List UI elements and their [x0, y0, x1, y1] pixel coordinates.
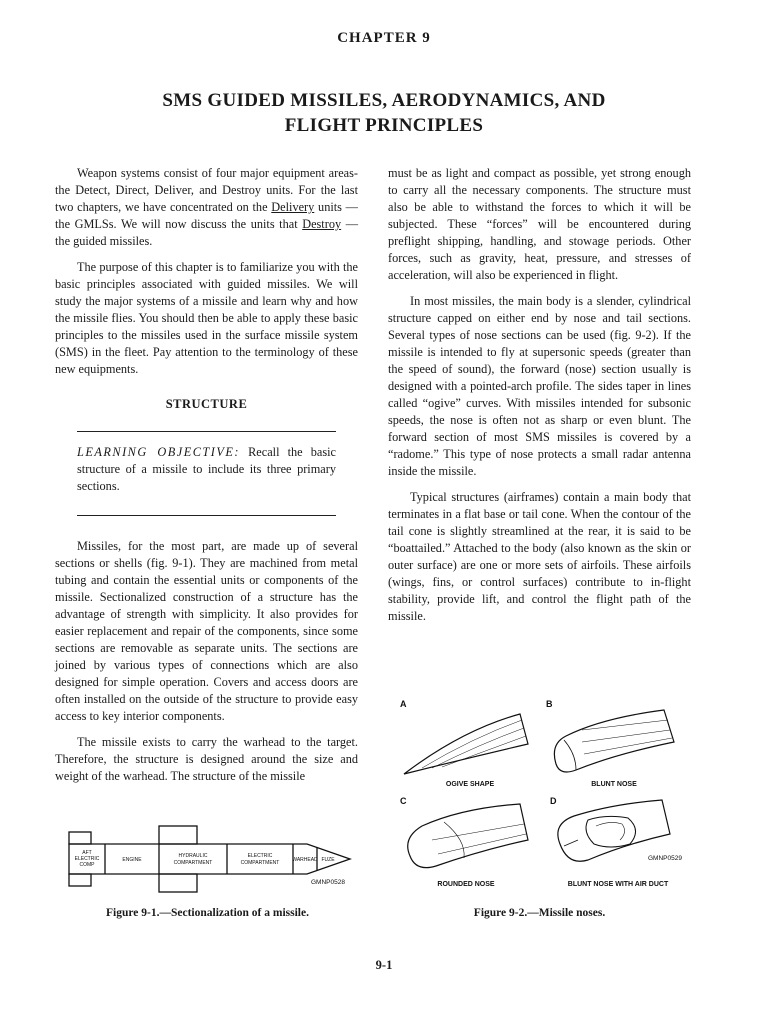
learning-objective-label: LEARNING OBJECTIVE: [77, 445, 240, 459]
label-aft-comp: COMP [79, 862, 95, 868]
label-hydraulic-compartment: COMPARTMENT [173, 860, 213, 866]
letter-c: C [400, 796, 407, 806]
page-number: 9-1 [375, 958, 393, 972]
letter-d: D [550, 796, 557, 806]
main-body-paragraph: In most missiles, the main body is a slender, cylindrical structure capped on either end by nose and tail sections. Several types of nose sections can be used (fig. 9-2). If the missile is intended to fly at supersonic speeds (greater than the speed of sound), the forward (nose) section usually is designed with a pointed-arch profile. The sides taper in lines called “ogive” curves. With missiles intended for subsonic speeds, the nose is often not as sharp or even blunt. The forward section of most SMS missiles is covered by a “radome.” This type of nose protects a small radar antenna inside the missile. [388, 294, 691, 478]
label-fuze: FUZE [321, 857, 335, 863]
learning-objective-text: Recall the basic structure of a missile to include its three primary sections. [77, 445, 336, 493]
chapter-title-line-1: SMS GUIDED MISSILES, AERODYNAMICS, AND [162, 90, 606, 111]
chapter-title-line-2: FLIGHT PRINCIPLES [284, 115, 484, 136]
figure-1-caption: Figure 9-1.—Sectionalization of a missile. [106, 907, 309, 919]
objective-bottom-rule [77, 515, 336, 516]
chapter-label: CHAPTER 9 [337, 30, 431, 46]
blunt-nose-air-duct-shape [558, 800, 670, 861]
label-ogive-shape: OGIVE SHAPE [445, 781, 495, 788]
label-aft-electric: ELECTRIC [74, 856, 100, 862]
letter-b: B [546, 699, 553, 709]
rounded-nose-shape [408, 804, 528, 868]
wing-upper [159, 826, 197, 844]
right-column [388, 165, 691, 634]
section-heading-structure: STRUCTURE [165, 397, 248, 411]
figure-code-0528: GMNP0528 [311, 879, 345, 886]
label-warhead: WARHEAD [292, 857, 318, 863]
wing-lower [159, 874, 197, 892]
sections-paragraph: Missiles, for the most part, are made up of several sections or shells (fig. 9-1). They are machined from metal tubing and contain the essential units or components of the missile. Sectionalized construction of a structure has the advantage of strength with simplicity. It also provides for easier replacement and repair of the components, since some sections are removable as separate units. The sections are joined by various types of connections which are also designed for simple operation. Covers and access doors are often installed on the outside of the structure to provide easy access to key interior components. [55, 539, 358, 723]
tail-fin-upper [69, 832, 91, 844]
label-blunt-nose-air-duct: BLUNT NOSE WITH AIR DUCT [567, 881, 669, 888]
figure-missile-noses [392, 690, 692, 892]
intro-paragraph: Weapon systems consist of four major equipment areas-the Detect, Direct, Deliver, and Destroy units. For the last two chapters, we have concentrated on the Delivery units —the GMLSs. We will now discuss the units that Destroy —the guided missiles. [55, 166, 358, 248]
underlined-delivery: Delivery [271, 200, 315, 214]
figure-missile-sectionalization [55, 818, 365, 900]
label-electric: ELECTRIC [247, 853, 273, 859]
left-column [55, 165, 358, 794]
label-blunt-nose: BLUNT NOSE [591, 781, 637, 788]
purpose-paragraph: The purpose of this chapter is to familiarize you with the basic principles associated with guided missiles. We will study the major systems of a missile and learn why and how the missile flies. You should then be able to apply these basic principles to the missiles used in the surface missile system (SMS) in the fleet. Pay attention to the terminology of these new equipments. [55, 260, 358, 376]
airframe-paragraph: Typical structures (airframes) contain a main body that terminates in a flat base or tail cone. When the contour of the tail cone is slightly streamlined at the rear, it is said to be “boattailed.” Attached to the body (also known as the skin or outer surface) are one or more sets of airfoils. These airfoils (wings, fins, or control surfaces) contribute to in-flight stability, provide lift, and control the flight path of the missile. [388, 490, 691, 623]
label-electric-compartment: COMPARTMENT [240, 860, 280, 866]
tail-fin-lower [69, 874, 91, 886]
figure-2-caption: Figure 9-2.—Missile noses. [473, 907, 606, 919]
label-rounded-nose: ROUNDED NOSE [437, 881, 495, 888]
objective-top-rule [77, 431, 336, 432]
label-aft: AFT [82, 850, 92, 856]
learning-objective [77, 444, 336, 495]
warhead-paragraph: The missile exists to carry the warhead to the target. Therefore, the structure is designed around the size and weight of the warhead. The structure of the missile [55, 735, 358, 783]
label-engine: ENGINE [122, 857, 142, 863]
light-compact-paragraph: must be as light and compact as possible, yet strong enough to carry all the necessary components. The structure must also be able to withstand the forces to which it will be subjected. These “forces” will be encountered during preflight shipping, handling, and stowage periods. Other forces, such as gravity, heat, pressure, and stresses of acceleration, will also be experienced in flight. [388, 166, 691, 282]
underlined-destroy: Destroy [302, 217, 342, 231]
letter-a: A [400, 699, 407, 709]
chapter-title [90, 88, 678, 138]
label-hydraulic: HYDRAULIC [178, 853, 208, 859]
figure-code-0529: GMNP0529 [648, 855, 682, 862]
